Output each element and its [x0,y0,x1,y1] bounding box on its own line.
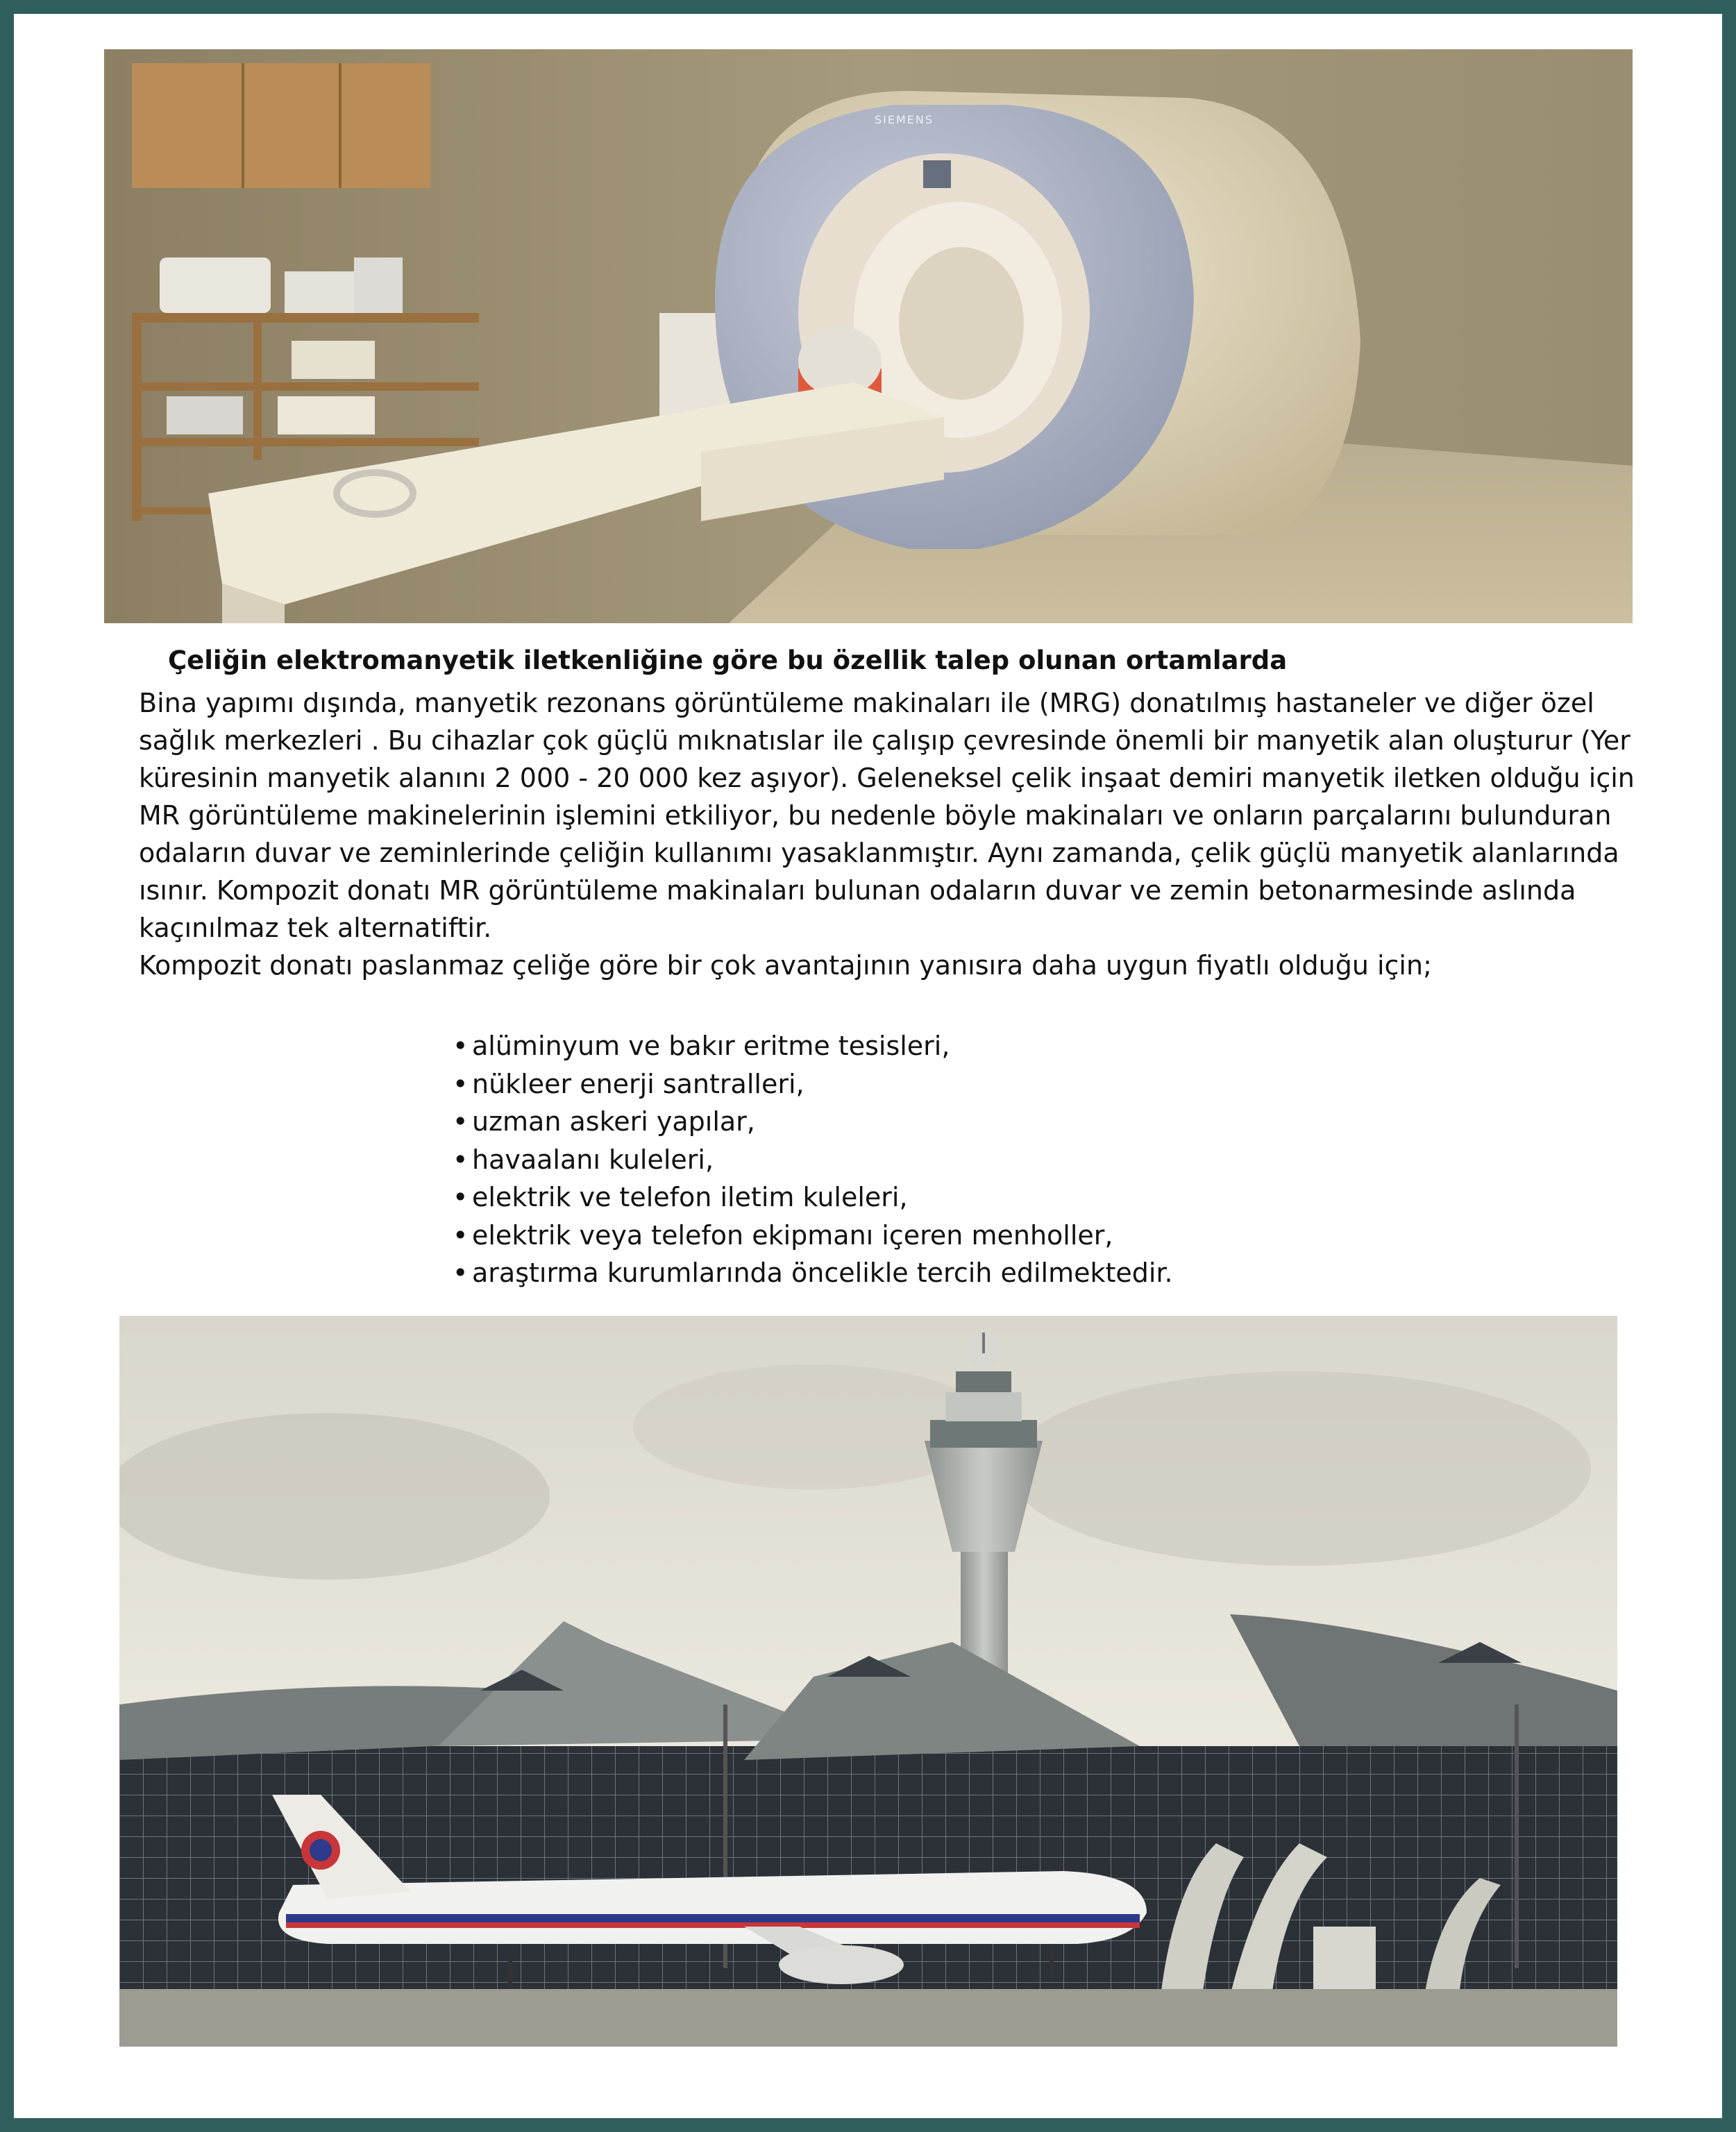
body-line: ısınır. Kompozit donatı MR görüntüleme makinaları bulunan odaların duvar ve zemin betonarmesinde aslında [139,875,1576,906]
list-item [453,1178,1173,1217]
list-item-text: araştırma kurumlarında öncelikle tercih edilmektedir. [472,1258,1173,1288]
list-item [453,1217,1173,1255]
body-line: sağlık merkezleri . Bu cihazlar çok güçlü mıknatıslar ile çalışıp çevresinde önemli bir manyetik alan oluşturur (Yer [139,725,1630,756]
list-item-text: nükleer enerji santralleri, [472,1068,804,1099]
bullet-glyph: • [453,1258,469,1288]
list-item-text: elektrik veya telefon ekipmanı içeren menholler, [472,1219,1113,1251]
bullet-glyph: • [453,1182,469,1212]
body-line: Kompozit donatı paslanmaz çeliğe göre bir çok avantajının yanısıra daha uygun fiyatlı olduğu için; [139,950,1432,981]
bullet-glyph: • [453,1219,469,1251]
list-item [453,1103,1173,1141]
list-item-text: havaalanı kuleleri, [472,1144,714,1175]
list-item [453,1254,1173,1292]
list-item [453,1141,1173,1179]
list-item-text: uzman askeri yapılar, [472,1106,755,1137]
section-heading: Çeliğin elektromanyetik iletkenliğine göre bu özellik talep olunan ortamlarda [168,645,1288,675]
mri-machine-photo [104,49,1633,623]
bullet-glyph: • [453,1068,469,1099]
list-item [453,1065,1173,1103]
body-text [139,684,1638,984]
bullet-glyph: • [453,1106,469,1137]
list-item [453,1027,1173,1065]
body-line: küresinin manyetik alanını 2 000 - 20 000 kez aşıyor). Geleneksel çelik inşaat demiri manyetik iletken olduğu için [139,763,1635,793]
body-line: Bina yapımı dışında, manyetik rezonans görüntüleme makinaları ile (MRG) donatılmış hastaneler ve diğer özel [139,688,1594,718]
airport-tower-photo [119,1316,1617,2047]
body-line: MR görüntüleme makinelerinin işlemini etkiliyor, bu nedenle böyle makinaları ve onların parçalarını bulunduran [139,800,1612,831]
bullet-glyph: • [453,1144,469,1175]
bullet-glyph: • [453,1031,469,1061]
mri-brand-label: SIEMENS [875,113,934,126]
bullet-list [453,1027,1173,1292]
document-page [14,14,1722,2118]
body-line: odaların duvar ve zeminlerinde çeliğin kullanımı yasaklanmıştır. Aynı zamanda, çelik güçlü manyetik alanlarında [139,838,1619,868]
list-item-text: elektrik ve telefon iletim kuleleri, [472,1182,908,1212]
body-line: kaçınılmaz tek alternatiftir. [139,913,492,943]
list-item-text: alüminyum ve bakır eritme tesisleri, [472,1031,950,1061]
